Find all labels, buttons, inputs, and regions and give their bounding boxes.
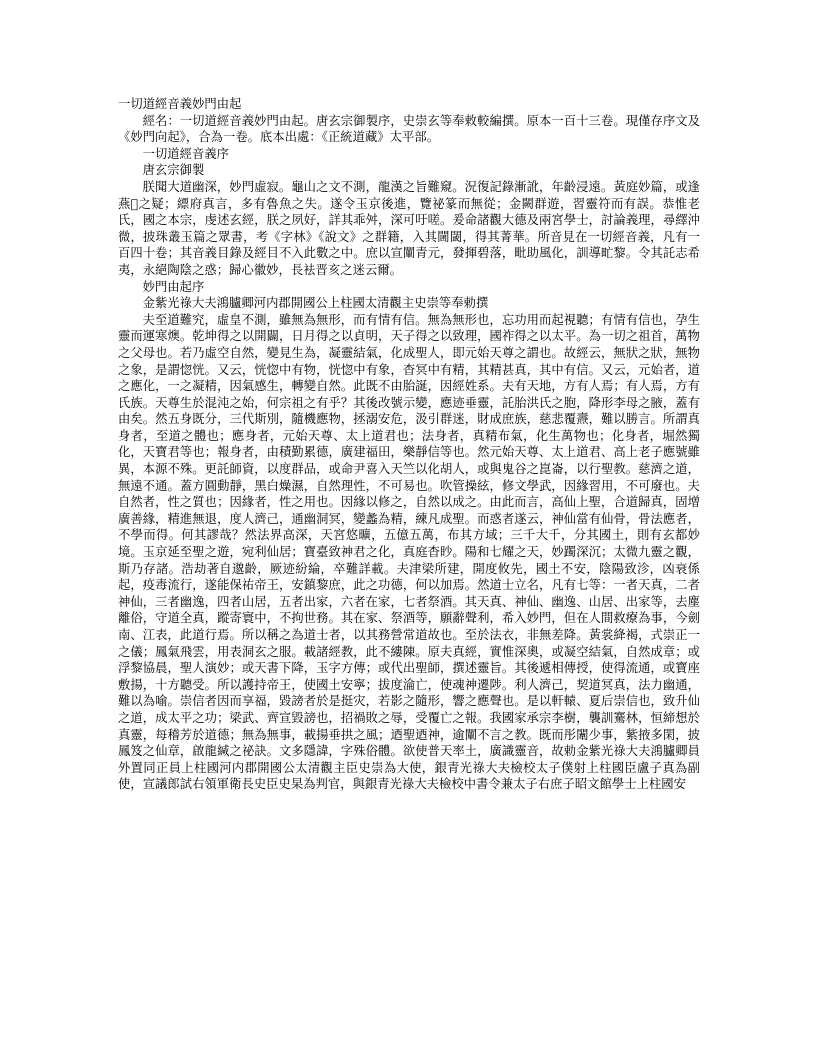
document-content [118, 96, 700, 793]
preface-author: 唐玄宗御製 [142, 163, 205, 178]
document-title: 一切道經音義妙門由起 [118, 97, 242, 111]
preface-title: 一切道經音義序 [142, 146, 230, 161]
second-preface-title: 妙門由起序 [142, 279, 205, 294]
second-preface-body-paragraph: 夫至道難究，虛皇不測，雖無為無形，而有情有信。無為無形也，忘功用而起視聽；有情有信也，孕生靈而運寒燠。乾坤得之以開闢，日月得之以貞明，天子得之以致理，國祚得之以太平。為一切之祖首，萬物之父母也。若乃虛空自然，變見生為，凝靈結氣，化成聖人，即元始天尊之謂也。故經云，無狀之狀，無物之象，是謂惚恍。又云，恍惚中有物，恍惚中有象，杳冥中有精，其精甚真，其中有信。又云，元始者，道之應化，一之凝精，因氣感生，轉變自然。此既不由胎誕，因經姓系。夫有天地，方有人焉；有人焉，方有氏族。天尊生於混沌之始，何宗祖之有乎？其後改號示變，應迹垂靈，託胎洪氏之胞，降形李母之腋，蓋有由矣。然五身既分，三代斯別，隨機應物，拯溺安危，汲引群迷，財成庶族，慈悲覆燾，難以勝言。所謂真身者，至道之體也；應身者，元始天尊、太上道君也；法身者，真精布氣，化生萬物也；化身者，堀然獨化，天寶君等也；報身者，由積勤累德，廣建福田，樂靜信等也。然元始天尊、太上道君、高上老子應號雖異，本源不殊。更託師資，以度群品，或命尹喜入天竺以化胡人，或與鬼谷之崑崙，以行聖教。慈濟之道，無遠不通。蓋方圓動靜，黑白燥濕，自然理性，不可易也。吹管操絃，修文學武，因緣習用，不可廢也。夫自然者，性之質也；因緣者，性之用也。因緣以修之，自然以成之。由此而言，高仙上聖，合道歸真，固增廣善緣，精進無退，度人濟己，通幽洞冥，變蠡為精，練凡成聖。而惑者遂云，神仙當有仙骨，骨法應者，不學而得。何其謬哉？然法界高深，天宮悠曠，五億五萬，布其方域；三千大千，分其國土，則有玄都妙境。玉京延至聖之遊，宛利仙居；寶臺致神君之化，真庭杳眇。陽和七耀之天，妙躅深沉；太微九靈之觀，斯乃存諸。浩劫著自邈齡，厥迹紛綸，卒難詳載。夫津梁所建，開度攸先，國土不安，陰陽致沴，凶衰係起，疫毒流行，遂能保祐帝王，安鎮黎庶，此之功德，何以加焉。然道士立名，凡有七等：一者天真，二者神仙，三者幽逸，四者山居，五者出家，六者在家，七者祭酒。其天真、神仙、幽逸、山居、出家等，去塵離俗，守道全真，蹤寄寰中，不拘世務。其在家、祭酒等，願辭聲利，希入妙門，但在人間救療為事，今劍南、江表，此道行焉。所以稱之為道士者，以其務營常道故也。至於法衣，非無差降。黃裳絳褐，式崇正一之儀；鳳氣飛雲，用表洞玄之服。載諸經教，此不縷陳。原夫真經，實惟深奧，或凝空結氣，自然成章；或浮黎協晨，聖人演妙；或天書下降，玉字方傳；或代出聖師，撰述靈旨。其後遞相傳授，使得流通，或寶座敷揚，十方聽受。所以護持帝王，使國土安寧；拔度淪亡，使魂神遷陟。利人濟己，契道冥真，法力幽通，難以為喻。崇信者因而享福，毀謗者於是挺灾，若影之隨形，響之應聲也。是以軒轅、夏后崇信也，致升仙之道，成太平之功；梁武、齊宣毀謗也，招禍敗之辱，受覆亡之報。我國家承宗李樹，襲訓騫林，恒締想於真靈，每稽芳於道德；無為無事，載揚垂拱之風；迺聖迺神，逾闡不言之教。既而彤闈少事，紫掖多閑，披鳳笈之仙章，啟龍緘之祕訣。文多隱諱，字殊俗體。欲使普天率土，廣識靈音，故勅金紫光祿大夫鴻臚卿員外置同正員上柱國河内郡開國公太清觀主臣史崇為大使，銀青光祿大夫檢校太子僕射上柱國臣盧子真為副使，宣議郎試右領軍衛長史臣史杲為判官，與銀青光祿大夫檢校中書令兼太子右庶子昭文館學士上柱國安 [118, 312, 700, 792]
colophon-paragraph: 經名：一切道經音義妙門由起。唐玄宗御製序，史崇玄等奉敕較編撰。原本一百十三卷。現僅存序文及《妙門向起》，合為一卷。底本出處：《正統道藏》太平部。 [118, 113, 700, 145]
second-preface-author: 金紫光祿大夫鴻臚卿河内郡開國公上柱國太清觀主史崇等奉勅撰 [142, 296, 489, 311]
preface-body-paragraph: 朕聞大道幽深，妙門虛寂。龜山之文不測，龍漢之旨難窺。況復記錄漸訛，年齡浸遠。黃庭妙篇，或逢燕𧶼之疑；縹府真言，多有魯魚之失。遂令玉京後進，覽祕篆而無從；金闕群遊，習靈符而有誤。恭惟老氏，國之本宗，虔述玄經，朕之夙好，詳其乖舛，深可吁嗟。爰命諸觀大德及兩宮學士，討論義理，尋繹沖微，披珠叢玉篇之眾書，考《字林》《說文》之群籍，入其閫閾，得其菁華。所音見在一切經音義，凡有一百四十卷；其音義目錄及經目不入此數之中。庶以宣闡青元，發揮碧落，毗助風化，訓導甿黎。令其託志希夷，永絕陶陰之惑；歸心徽妙，長袪晋亥之迷云爾。 [118, 179, 700, 277]
